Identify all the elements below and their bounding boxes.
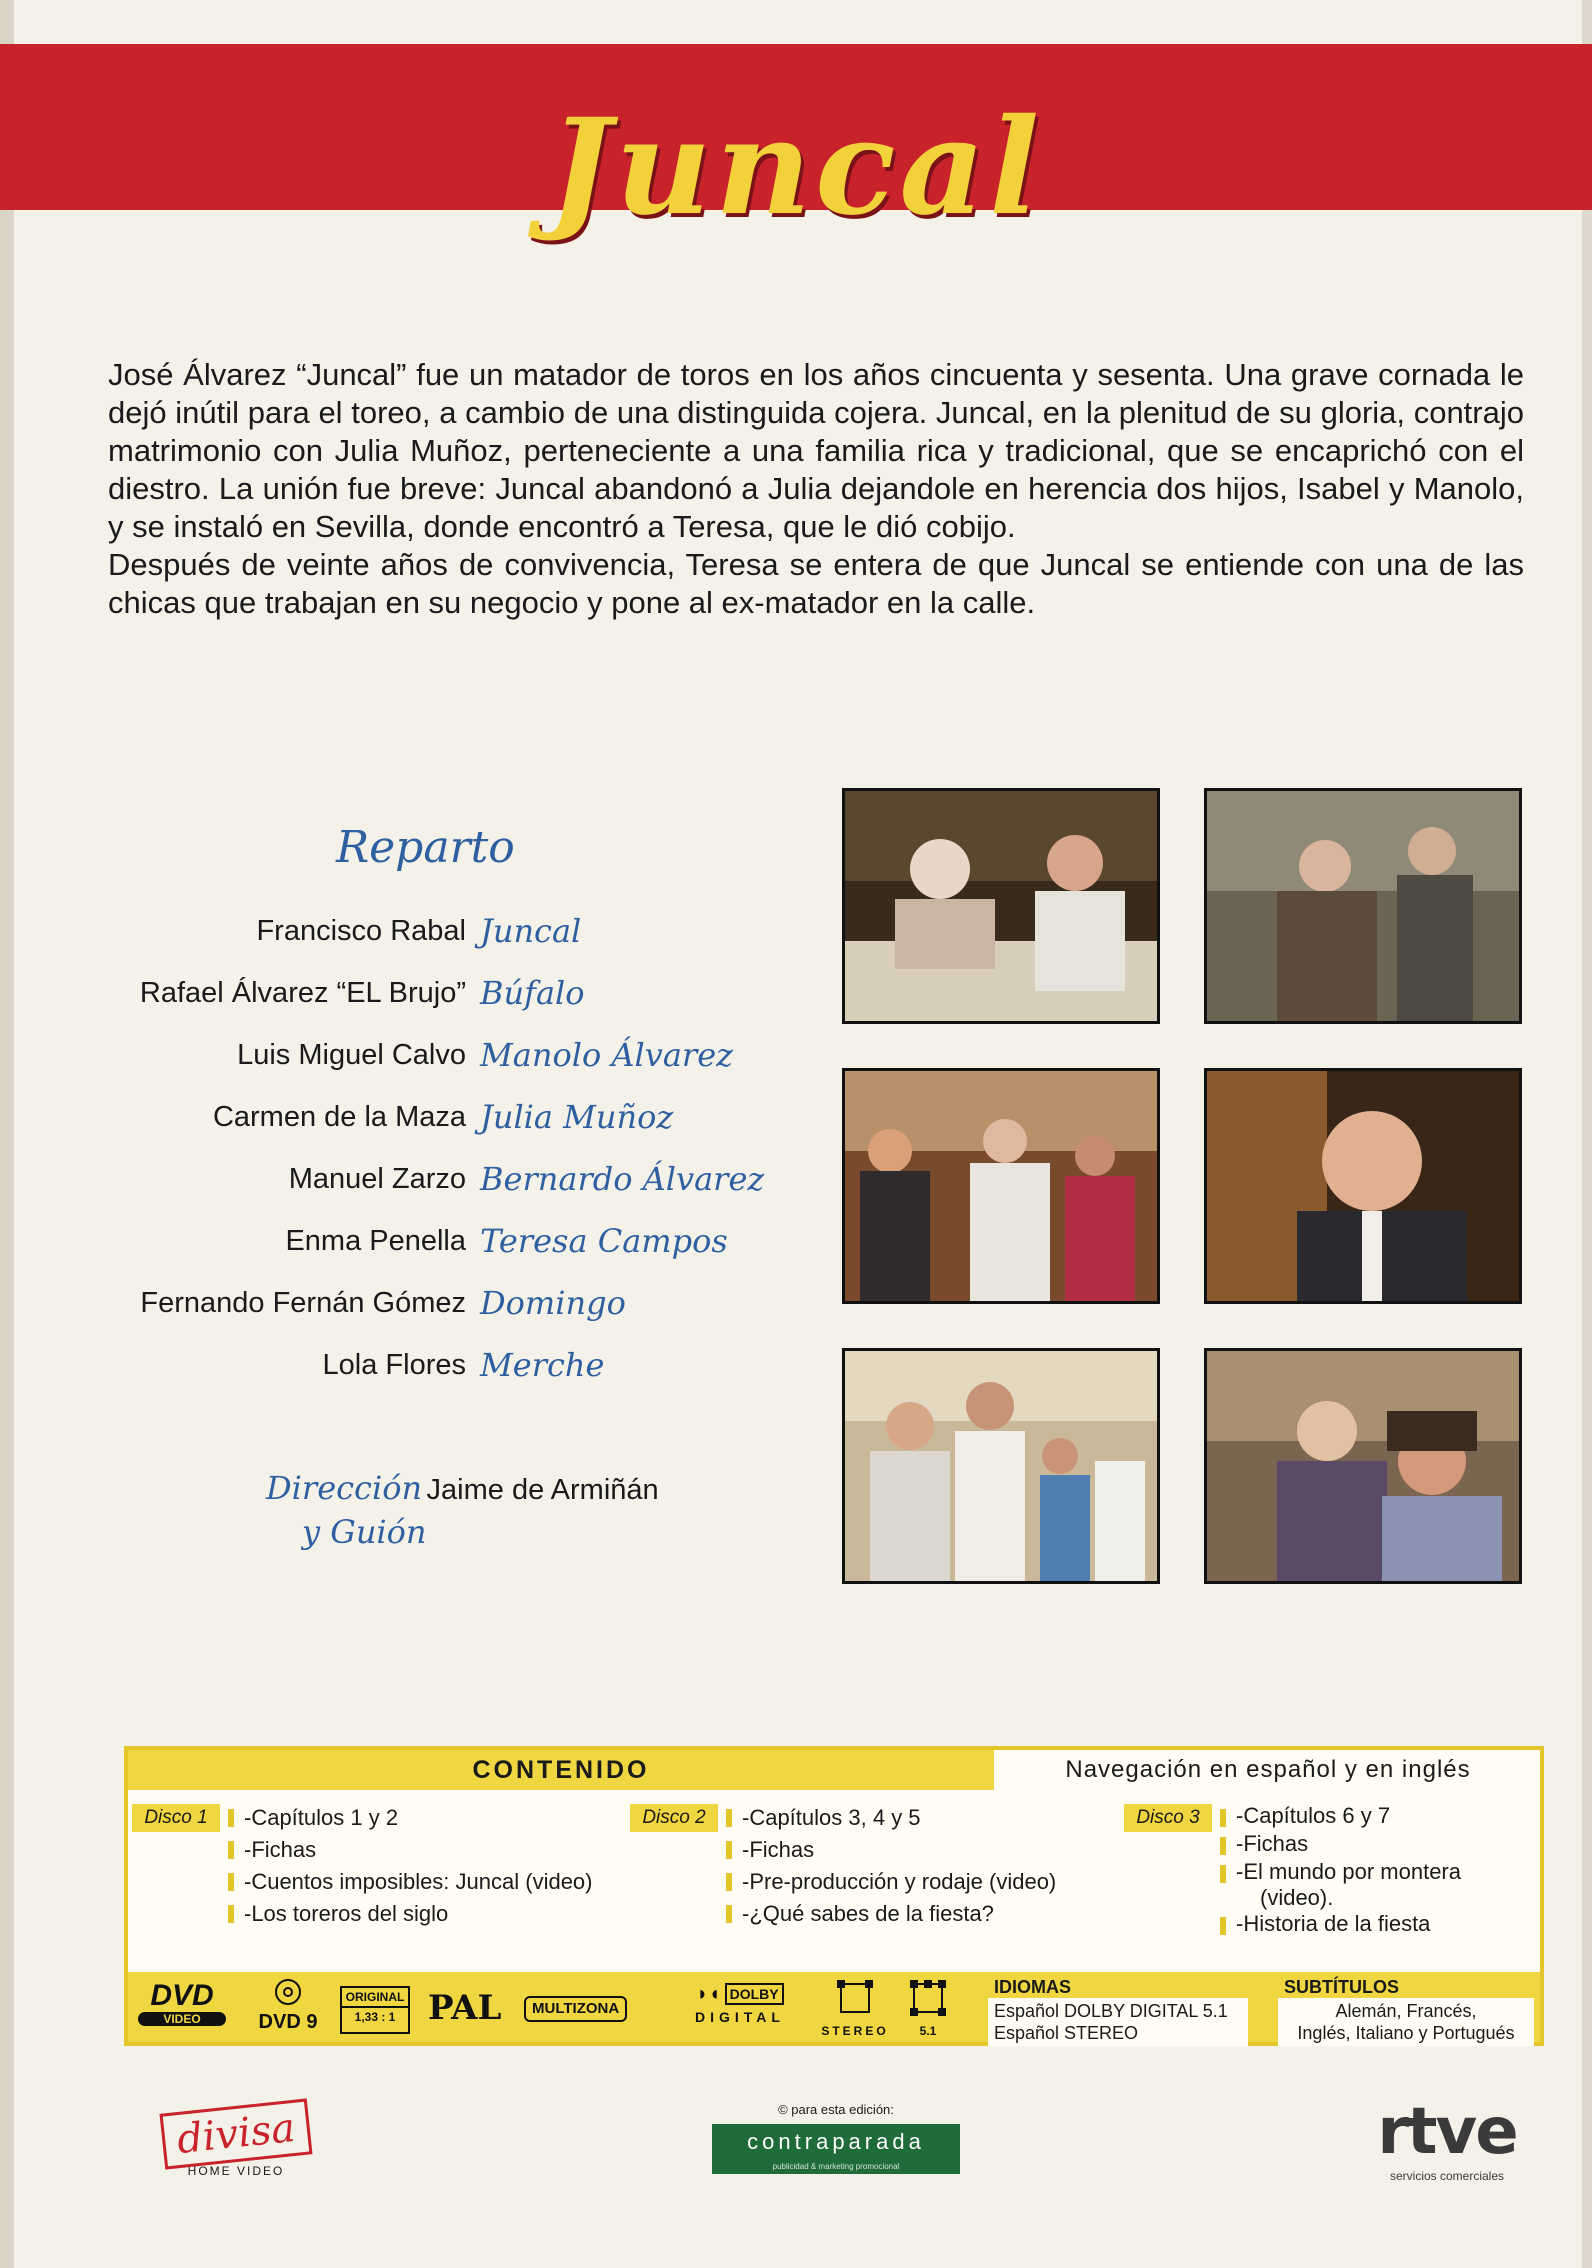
- cast-row: [80, 962, 840, 1024]
- synopsis-paragraph: Después de veinte años de convivencia, Teresa se entera de que Juncal se entiende con una de las chicas que trabajan en su negocio y pone al ex-matador en la calle.: [108, 547, 1524, 620]
- cast-role: Bernardo Álvarez: [480, 1160, 765, 1198]
- credit-label: Dirección: [266, 1469, 423, 1507]
- subtitles-block: [1278, 1976, 1534, 2046]
- contents-box: [124, 1746, 1544, 2046]
- subtitles-list: [1278, 1998, 1534, 2046]
- still-photo: [1204, 1068, 1522, 1304]
- dvd-logo-text: DVD: [150, 1979, 214, 2012]
- edition-note: © para esta edición:: [778, 2102, 894, 2117]
- cast-actor: Manuel Zarzo: [288, 1162, 466, 1195]
- disc-item: (video).: [1260, 1885, 1334, 1910]
- languages-list: [988, 1998, 1248, 2046]
- disc-items: [726, 1802, 1116, 1930]
- disc-item: -Los toreros del siglo: [228, 1898, 618, 1930]
- dvd9-text: DVD 9: [258, 2011, 318, 2033]
- disc-item: -Capítulos 3, 4 y 5: [726, 1802, 1116, 1834]
- cast-heading: Reparto: [336, 822, 515, 873]
- cast-row: [80, 1334, 840, 1396]
- cast-actor: Fernando Fernán Gómez: [140, 1286, 466, 1319]
- cast-row: [80, 1086, 840, 1148]
- divisa-logo: [136, 2106, 336, 2180]
- still-photo-image: [1207, 791, 1519, 1021]
- disc-item: -Fichas: [228, 1834, 618, 1866]
- still-photo: [842, 1348, 1160, 1584]
- navigation-note: Navegación en español y en inglés: [1065, 1756, 1471, 1783]
- still-photo-image: [1207, 1071, 1519, 1301]
- synopsis: [108, 356, 1524, 622]
- still-photo-image: [845, 791, 1157, 1021]
- cast-row: [80, 1272, 840, 1334]
- disc-label: Disco 1: [132, 1804, 220, 1832]
- still-photo-image: [845, 1071, 1157, 1301]
- cast-actor: Lola Flores: [322, 1348, 466, 1381]
- still-photo-image: [1207, 1351, 1519, 1581]
- disc-label: Disco 3: [1124, 1804, 1212, 1832]
- cast-actor: Enma Penella: [285, 1224, 466, 1257]
- languages-heading: IDIOMAS: [988, 1976, 1096, 1998]
- subtitle-item: Alemán, Francés,: [1335, 2001, 1477, 2021]
- still-photo-image: [845, 1351, 1157, 1581]
- rtve-logo: [1354, 2096, 1540, 2184]
- disc-icon: [274, 1978, 302, 2006]
- aspect-ratio-logo: [340, 1986, 410, 2034]
- contraparada-logo: [712, 2100, 960, 2174]
- still-photo: [1204, 1348, 1522, 1584]
- cover-left-edge: [0, 0, 14, 2268]
- cast-role: Teresa Campos: [480, 1222, 728, 1260]
- language-item: Español DOLBY DIGITAL 5.1: [994, 2001, 1228, 2021]
- dvd-logo-subtext: VIDEO: [138, 2012, 226, 2026]
- rtve-wordmark: rtve: [1377, 2095, 1517, 2169]
- cast-role: Domingo: [480, 1284, 626, 1322]
- cast-row: [80, 1148, 840, 1210]
- cast-role: Búfalo: [480, 974, 585, 1012]
- language-item: Español STEREO: [994, 2023, 1139, 2043]
- disc-item: -Pre-producción y rodaje (video): [726, 1866, 1116, 1898]
- disc-item: -El mundo por montera: [1220, 1858, 1530, 1886]
- disc-item: -Fichas: [726, 1834, 1116, 1866]
- still-photo: [842, 1068, 1160, 1304]
- cast-actor: Francisco Rabal: [256, 914, 466, 947]
- disc-items: [1220, 1802, 1530, 1938]
- page-title: Juncal: [548, 90, 1044, 245]
- dolby-double-d-icon: ◗◖: [696, 1983, 721, 2005]
- contraparada-subtext: publicidad & marketing promocional: [712, 2160, 960, 2174]
- cast-actor: Carmen de la Maza: [212, 1100, 466, 1133]
- dvd9-logo: [248, 1978, 328, 2033]
- surround-logo: [898, 1978, 958, 2039]
- rtve-subtext: servicios comerciales: [1389, 2169, 1505, 2183]
- cast-role: Manolo Álvarez: [480, 1036, 733, 1074]
- stereo-speakers-icon: [835, 1978, 875, 2018]
- surround-speakers-icon: [908, 1978, 948, 2018]
- dvd-video-logo: [138, 1980, 226, 2026]
- contraparada-wordmark: contraparada: [712, 2124, 960, 2160]
- cast-row: [80, 1024, 840, 1086]
- divisa-wordmark: divisa: [159, 2098, 312, 2169]
- still-photo: [1204, 788, 1522, 1024]
- disc-item: -¿Qué sabes de la fiesta?: [726, 1898, 1116, 1930]
- cast-row: [80, 900, 840, 962]
- still-photo: [842, 788, 1160, 1024]
- disc-item: -Fichas: [1220, 1830, 1530, 1858]
- disc-items: [228, 1802, 618, 1930]
- disc-item: -Cuentos imposibles: Juncal (video): [228, 1866, 618, 1898]
- credit-label: y Guión: [302, 1513, 427, 1551]
- stereo-text: STEREO: [821, 2024, 889, 2038]
- disc-label: Disco 2: [630, 1804, 718, 1832]
- contents-header: CONTENIDO: [128, 1750, 994, 1790]
- surround-text: 5.1: [919, 2024, 937, 2038]
- languages-block: [988, 1976, 1248, 2046]
- director-name: Jaime de Armiñán: [426, 1474, 659, 1506]
- cast-role: Juncal: [480, 912, 582, 950]
- synopsis-paragraph: José Álvarez “Juncal” fue un matador de toros en los años cincuenta y sesenta. Una grave cornada le dejó inútil para el toreo, a cambio de una distinguida cojera. Juncal, en la plenitud de su gloria, contrajo matrimonio con Julia Muñoz, perteneciente a una familia rica y tradicional, que se encaprichó con el diestro. La unión fue breve: Juncal abandonó a Julia dejandole en herencia dos hijos, Isabel y Manolo, y se instaló en Sevilla, donde encontró a Teresa, que le dió cobijo.: [108, 357, 1524, 544]
- multizona-logo: MULTIZONA: [524, 1996, 627, 2022]
- subtitles-heading: SUBTÍTULOS: [1278, 1976, 1410, 1998]
- disc-item: -Historia de la fiesta: [1220, 1910, 1530, 1938]
- stereo-logo: [818, 1978, 892, 2039]
- aspect-ratio-text: 1,33 : 1: [342, 2006, 408, 2026]
- subtitle-item: Inglés, Italiano y Portugués: [1297, 2023, 1515, 2043]
- dolby-digital-logo: [680, 1982, 800, 2028]
- cast-role: Merche: [480, 1346, 605, 1384]
- title-banner: [0, 44, 1592, 245]
- cast-actor: Luis Miguel Calvo: [237, 1038, 466, 1071]
- cover-right-edge: [1582, 0, 1592, 2268]
- digital-text: DIGITAL: [695, 2009, 785, 2025]
- cast-role: Julia Muñoz: [480, 1098, 674, 1136]
- disc-item: -Capítulos 6 y 7: [1220, 1802, 1530, 1830]
- divisa-subtext: HOME VIDEO: [187, 2164, 285, 2178]
- cast-list: [80, 900, 840, 1396]
- dolby-text: DOLBY: [725, 1983, 784, 2005]
- pal-logo: PAL: [428, 1988, 502, 2028]
- direction-credit: [266, 1466, 659, 1554]
- disc-item: -Capítulos 1 y 2: [228, 1802, 618, 1834]
- cast-actor: Rafael Álvarez “EL Brujo”: [139, 976, 466, 1009]
- cast-row: [80, 1210, 840, 1272]
- aspect-original-text: ORIGINAL: [345, 1990, 405, 2004]
